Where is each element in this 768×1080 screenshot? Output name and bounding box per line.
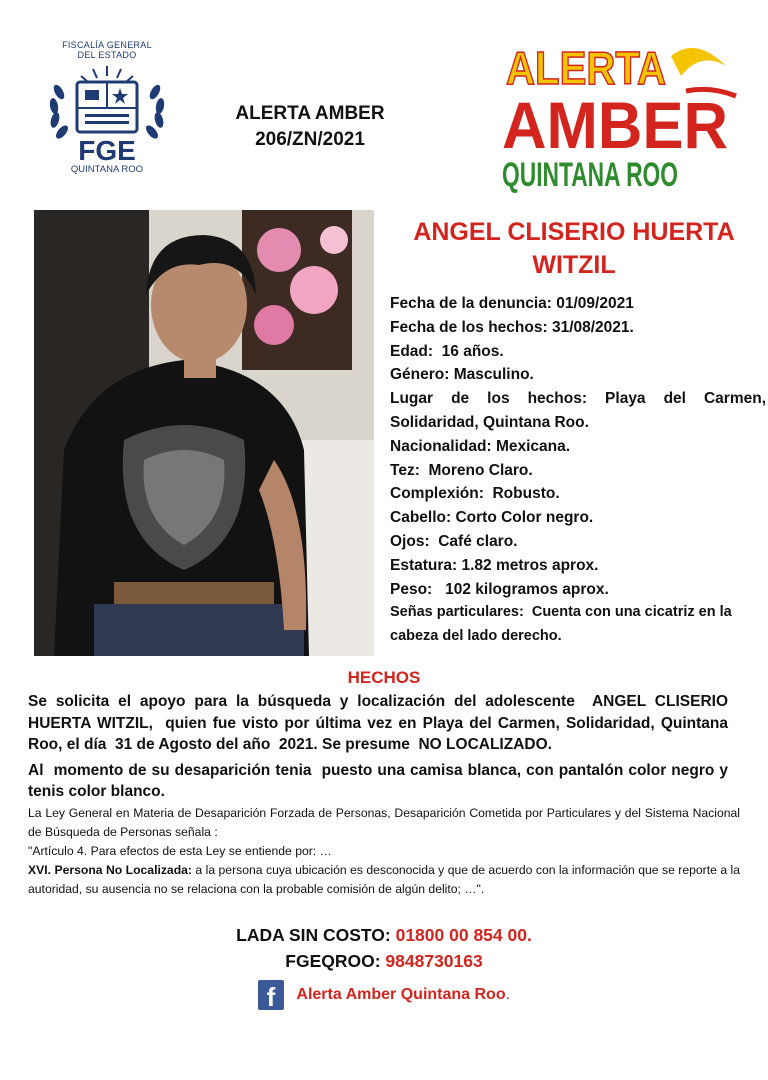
- detail-value: 31/08/2021.: [547, 318, 634, 336]
- legal-notice: [28, 804, 740, 899]
- legal-line2: "Artículo 4. Para efectos de esta Ley se entiende por: …: [28, 844, 332, 858]
- detail-label: Cabello:: [390, 509, 452, 527]
- legal-definition: a la persona cuya ubicación es desconocida y que de acuerdo con la información que se reporte a la autoridad, su ausencia no se relaciona con la probable comisión de algún delito; …".: [28, 863, 740, 896]
- detail-value: Cuenta con una cicatriz en la cabeza del lado derecho.: [390, 604, 736, 645]
- detail-label: Fecha de la denuncia:: [390, 295, 552, 312]
- detail-row: [390, 482, 766, 506]
- fge-line: [0, 948, 768, 974]
- detail-row: [390, 316, 766, 340]
- detail-row: [390, 506, 766, 530]
- detail-row: [390, 340, 766, 364]
- facebook-text: [296, 986, 510, 1004]
- detail-row: [390, 601, 766, 649]
- person-name-line1: ANGEL CLISERIO HUERTA: [413, 218, 735, 246]
- legal-term: XVI. Persona No Localizada:: [28, 863, 192, 877]
- alerta-amber-logo: [496, 36, 740, 196]
- fge-number: 9848730163: [385, 951, 483, 971]
- detail-row: [390, 578, 766, 602]
- facebook-row: [0, 980, 768, 1010]
- detail-value: 01/09/2021: [551, 295, 634, 312]
- person-photo: [34, 210, 374, 656]
- detail-row: [390, 435, 766, 459]
- detail-label: Fecha de los hechos:: [390, 318, 548, 336]
- detail-value: Playa del Carmen, Solidaridad, Quintana Roo.: [390, 390, 767, 431]
- detail-label: Edad:: [390, 342, 434, 360]
- amber-logo-line2: AMBER: [502, 88, 728, 162]
- detail-value: Robusto.: [483, 485, 560, 503]
- contact-block: [0, 922, 768, 974]
- fge-letters: FGE: [78, 135, 136, 162]
- detail-value: Moreno Claro.: [419, 461, 533, 479]
- detail-label: Señas particulares:: [390, 604, 524, 621]
- detail-value: 1.82 metros aprox.: [457, 556, 599, 574]
- detail-label: Tez:: [390, 461, 420, 479]
- detail-row: [390, 554, 766, 578]
- legal-line1: La Ley General en Materia de Desaparición Forzada de Personas, Desaparición Cometida por Particulares y del Sistema Nacional de Búsqueda de Personas señala :: [28, 806, 740, 839]
- detail-value: Corto Color negro.: [451, 509, 594, 527]
- alert-header: [215, 101, 405, 153]
- legal-definition-block: [28, 861, 740, 899]
- detail-label: Complexión:: [390, 485, 484, 503]
- detail-row: [390, 530, 766, 554]
- detail-label: Género:: [390, 366, 450, 384]
- fge-label: FGEQROO:: [285, 951, 386, 971]
- swoosh-icon: [671, 48, 726, 76]
- person-name: [396, 216, 752, 282]
- fge-place: QUINTANA ROO: [70, 164, 144, 175]
- facebook-page-name: Alerta Amber Quintana Roo: [296, 986, 506, 1003]
- detail-value: 16 años.: [433, 342, 504, 360]
- amber-logo-line3: QUINTANA ROO: [502, 156, 678, 194]
- facebook-icon: f: [258, 980, 284, 1010]
- detail-label: Peso:: [390, 580, 433, 598]
- facebook-text-end: .: [505, 986, 511, 1003]
- lada-number: 01800 00 854 00.: [395, 925, 532, 945]
- amber-logo-line1: ALERTA: [506, 42, 666, 94]
- detail-label: Nacionalidad:: [390, 437, 492, 455]
- detail-row: [390, 387, 766, 435]
- alert-title: ALERTA AMBER: [235, 103, 385, 124]
- detail-label: Estatura:: [390, 556, 458, 574]
- detail-value: Mexicana.: [491, 437, 571, 455]
- detail-row: [390, 459, 766, 483]
- detail-value: 102 kilogramos aprox.: [432, 580, 609, 598]
- detail-label: Lugar de los hechos:: [390, 390, 588, 408]
- fge-seal-icon: [41, 62, 173, 162]
- lada-line: [0, 922, 768, 948]
- fge-logo: [34, 40, 180, 190]
- detail-row: [390, 363, 766, 387]
- hechos-text: Se solicita el apoyo para la búsqueda y localización del adolescente ANGEL CLISERIO HUERTA WITZIL, quien fue visto por última vez en Playa del Carmen, Solidaridad, Quintana Roo, el día 31 de Agosto del año 2021. Se presume NO LOCALIZADO.: [28, 693, 733, 753]
- clothing-text: Al momento de su desaparición tenia puesto una camisa blanca, con pantalón color negro y tenis color blanco.: [28, 762, 733, 800]
- detail-label: Ojos:: [390, 532, 430, 550]
- detail-value: Café claro.: [429, 532, 518, 550]
- details-list: [390, 292, 766, 649]
- alert-code: 206/ZN/2021: [255, 129, 365, 150]
- fge-top-text-2: DEL ESTADO: [77, 50, 137, 60]
- hechos-title: HECHOS: [347, 668, 421, 687]
- fge-top-text-1: FISCALÍA GENERAL: [62, 40, 152, 50]
- detail-row: [390, 292, 766, 316]
- detail-value: Masculino.: [449, 366, 534, 384]
- person-name-line2: WITZIL: [532, 251, 616, 279]
- lada-label: LADA SIN COSTO:: [236, 925, 396, 945]
